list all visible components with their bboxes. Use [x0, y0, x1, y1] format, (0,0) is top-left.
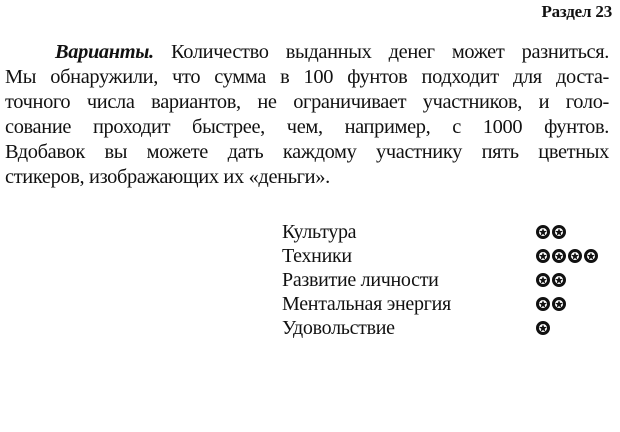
paragraph-line-2: Мы обнаружили, что сумма в 100 фунтов подходит для доста-: [5, 66, 609, 88]
allocation-item-stickers: [536, 297, 566, 311]
sticker-coin-icon: [584, 249, 598, 263]
sticker-coin-icon: [552, 249, 566, 263]
variants-paragraph: [5, 40, 609, 190]
paragraph-line-5: Вдобавок вы можете дать каждому участнику пять цветных: [5, 141, 609, 163]
section-header: Раздел 23: [541, 2, 612, 21]
allocation-item-stickers: [536, 225, 566, 239]
allocation-item-label: Удовольствие: [282, 317, 395, 339]
allocation-item-label: Культура: [282, 221, 357, 243]
paragraph-line-1: [5, 40, 609, 65]
allocation-item-stickers: [536, 249, 598, 263]
sticker-coin-icon: [552, 225, 566, 239]
allocation-item: [282, 220, 612, 244]
sticker-coin-icon: [536, 225, 550, 239]
allocation-item: [282, 316, 612, 340]
sticker-coin-icon: [536, 273, 550, 287]
paragraph-line-6: стикеров, изображающих их «деньги».: [5, 166, 330, 188]
sticker-coin-icon: [536, 321, 550, 335]
allocation-item-label: Ментальная энергия: [282, 293, 451, 315]
allocation-item: [282, 244, 612, 268]
paragraph-line-3: точного числа вариантов, не ограничивает участников, и голо-: [5, 91, 609, 113]
allocation-item-stickers: [536, 273, 566, 287]
allocation-item-stickers: [536, 321, 550, 335]
sticker-coin-icon: [552, 297, 566, 311]
allocation-item-label: Развитие личности: [282, 269, 439, 291]
sticker-coin-icon: [552, 273, 566, 287]
allocation-item: [282, 292, 612, 316]
paragraph-line-1-text: Количество выданных денег может разниться.: [153, 41, 609, 63]
allocation-item: [282, 268, 612, 292]
allocation-list: [282, 220, 612, 340]
sticker-coin-icon: [568, 249, 582, 263]
sticker-coin-icon: [536, 249, 550, 263]
allocation-item-label: Техники: [282, 245, 352, 267]
paragraph-line-4: сование проходит быстрее, чем, например, с 1000 фунтов.: [5, 116, 609, 138]
paragraph-lead: Варианты.: [55, 41, 154, 63]
sticker-coin-icon: [536, 297, 550, 311]
